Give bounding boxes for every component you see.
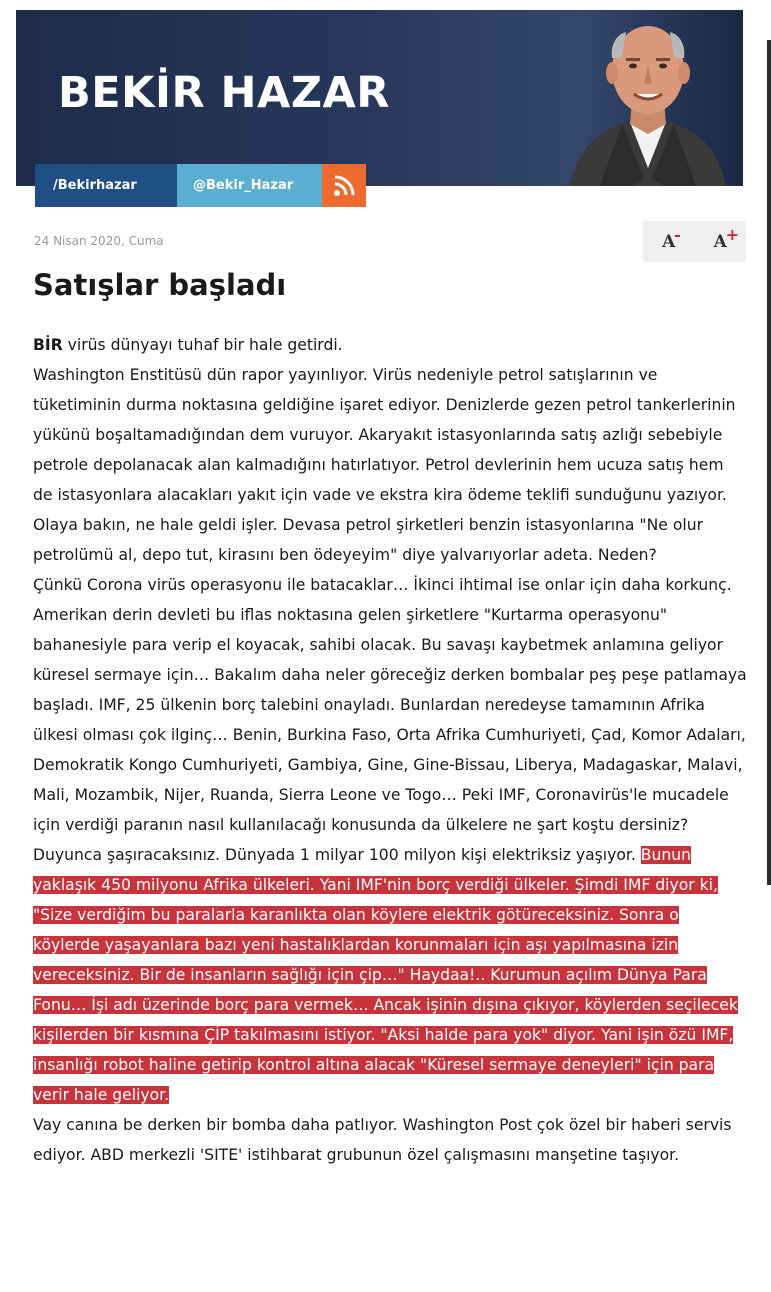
- font-decrease-label: A: [662, 231, 676, 252]
- author-name: BEKİR HAZAR: [58, 68, 390, 118]
- article-body: [33, 330, 747, 1170]
- paragraph-1-text: virüs dünyayı tuhaf bir hale getirdi.: [62, 336, 343, 354]
- paragraph-4: Vay canına be derken bir bomba daha patlıyor. Washington Post çok özel bir haberi servis ediyor. ABD merkezli 'SITE' istihbarat grubunun özel çalışmasını manşetine taşıyor.: [33, 1116, 732, 1164]
- author-photo: [560, 18, 736, 186]
- minus-icon: -: [674, 224, 681, 244]
- author-banner: [16, 10, 743, 186]
- article-date: 24 Nisan 2020, Cuma: [34, 234, 164, 248]
- plus-icon: +: [725, 224, 740, 244]
- facebook-link[interactable]: /Bekirhazar: [35, 164, 177, 207]
- article-title: Satışlar başladı: [33, 268, 287, 302]
- paragraph-3-text: Çünkü Corona virüs operasyonu ile batacaklar… İkinci ihtimal ise onlar için daha korkunç. Amerikan derin devleti bu iflas noktasına gelen şirketlere "Kurtarma operasyonu" bahanesiyle para verip el koyacak, sahibi olacak. Bu savaşı kaybetmek anlamına geliyor küresel sermaye için… Bakalım daha neler göreceğiz derken bombalar peş peşe patlamaya başladı. IMF, 25 ülkenin borç talebini onayladı. Bunlardan neredeyse tamamının Afrika ülkesi olması çok ilginç… Benin, Burkina Faso, Orta Afrika Cumhuriyeti, Çad, Komor Adaları, Demokratik Kongo Cumhuriyeti, Gambiya, Gine, Gine-Bissau, Liberya, Madagaskar, Malavi, Mali, Mozambik, Nijer, Ruanda, Sierra Leone ve Togo… Peki IMF, Coronavirüs'le mucadele için verdiği paranın nasıl kullanılacağı konusunda da ülkelere ne şart koştu dersiniz? Duyunca şaşıracaksınız. Dünyada 1 milyar 100 milyon kişi elektriksiz yaşıyor.: [33, 576, 747, 864]
- highlighted-text: Bunun yaklaşık 450 milyonu Afrika ülkeleri. Yani IMF'nin borç verdiği ülkeler. Şimdi IMF diyor ki, "Size verdiğim bu paralarla karanlıkta olan köylere elektrik götüreceksiniz. Sonra o köylerde yaşayanlara bazı yeni hastalıklardan korunmaları için aşı yapılmasına izin vereceksiniz. Bir de insanların sağlığı için çip…" Haydaa!.. Kurumun açılım Dünya Para Fonu… İşi adı üzerinde borç para vermek… Ancak işinin dışına çıkıyor, köylerden seçilecek kişilerden bir kısmına ÇİP takılmasını istiyor. "Aksi halde para yok" diyor. Yani işin özü IMF, insanlığı robot haline getirip kontrol altına alacak "Küresel sermaye deneyleri" için para verir hale geliyor.: [33, 846, 738, 1104]
- font-decrease-button[interactable]: [662, 224, 681, 252]
- scrollbar[interactable]: [767, 40, 771, 885]
- paragraph-1: [33, 330, 747, 360]
- social-links: [35, 164, 366, 207]
- lead-word: BİR: [33, 336, 63, 354]
- font-size-tools: [643, 221, 746, 262]
- paragraph-2: Washington Enstitüsü dün rapor yayınlıyor. Virüs nedeniyle petrol satışlarının ve tüketiminin durma noktasına geldiğine işaret ediyor. Denizlerde gezen petrol tankerlerinin yükünü boşaltamadığından dem vuruyor. Akaryakıt istasyonlarında satış azlığı sebebiyle petrole depolanacak alan kalmadığını hatırlatıyor. Petrol devlerinin hem ucuza satış hem de istasyonlara alacakları yakıt için vade ve ekstra kira ödeme teklifi sunduğunu yazıyor. Olaya bakın, ne hale geldi işler. Devasa petrol şirketleri benzin istasyonlarına "Ne olur petrolümü al, depo tut, kirasını ben ödeyeyim" diye yalvarıyorlar adeta. Neden?: [33, 366, 736, 564]
- paragraph-3: [33, 570, 747, 1110]
- font-increase-button[interactable]: [713, 224, 740, 252]
- rss-icon: [333, 175, 355, 197]
- font-increase-label: A: [713, 231, 727, 252]
- twitter-link[interactable]: @Bekir_Hazar: [177, 164, 322, 207]
- rss-button[interactable]: [322, 164, 366, 207]
